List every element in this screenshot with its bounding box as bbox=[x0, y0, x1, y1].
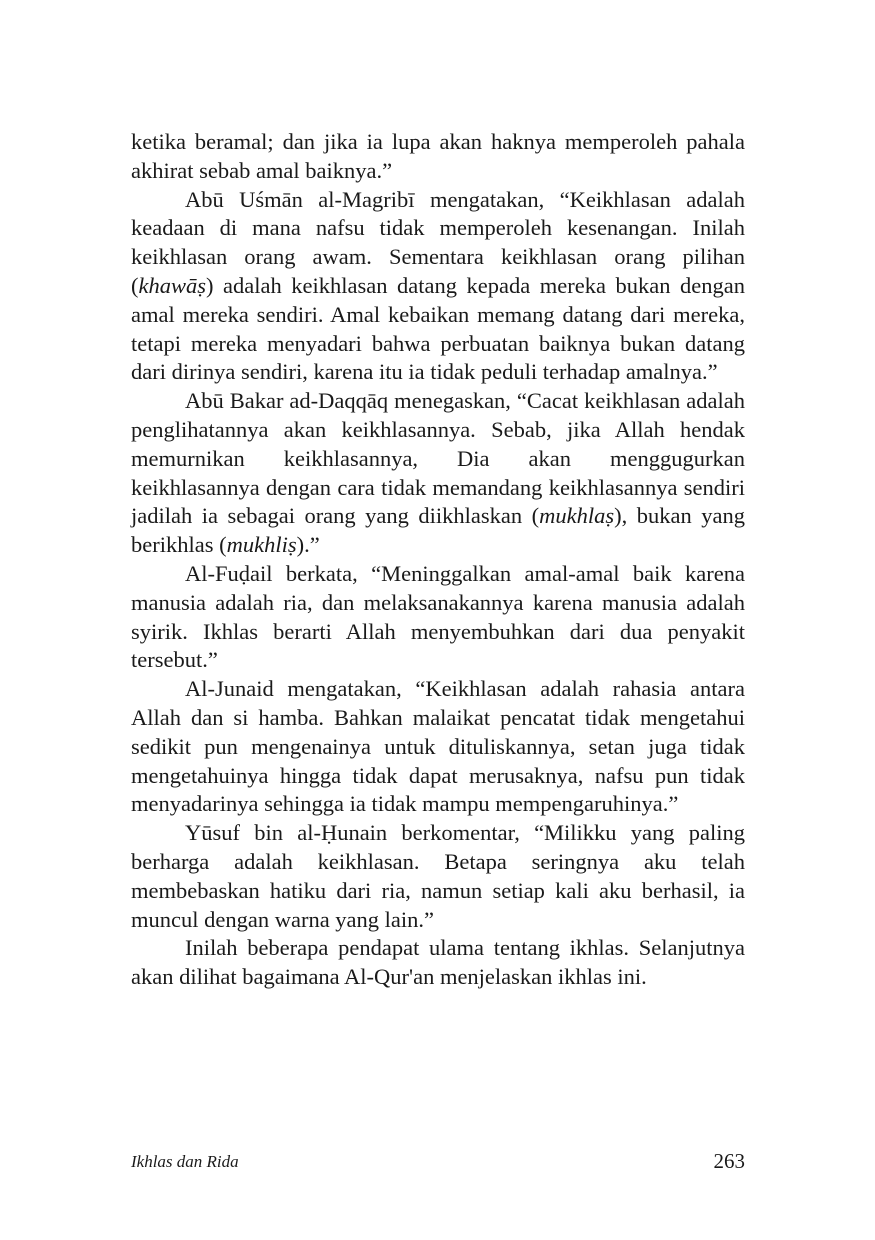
paragraph bbox=[131, 560, 745, 675]
paragraph bbox=[131, 675, 745, 819]
paragraph bbox=[131, 819, 745, 934]
italic-term: mukhliṣ bbox=[226, 532, 297, 558]
text-run: ketika beramal; dan jika ia lupa akan haknya memperoleh pahala akhirat sebab amal baiknya.” bbox=[131, 129, 745, 183]
text-run: Abū Bakar ad-Daqqāq menegaskan, “Cacat keikhlasan adalah penglihatannya akan keikhlasannya. Sebab, jika Allah hendak memurnikan keikhlasannya, Dia akan menggugurkan keikhlasannya dengan cara tidak memandang keikhlasannya sendiri jadilah ia sebagai orang yang diikhlaskan ( bbox=[131, 388, 745, 529]
italic-term: mukhlaṣ bbox=[539, 503, 615, 529]
text-run: Yūsuf bin al-Ḥunain berkomentar, “Milikku yang paling berharga adalah keikhlasan. Betapa seringnya aku telah membebaskan hatiku dari ria, namun setiap kali aku berhasil, ia muncul dengan warna yang lain.” bbox=[131, 820, 745, 932]
text-run: Al-Fuḍail berkata, “Meninggalkan amal-amal baik karena manusia adalah ria, dan melaksanakannya karena manusia adalah syirik. Ikhlas berarti Allah menyembuhkan dari dua penyakit tersebut.” bbox=[131, 560, 745, 673]
paragraph bbox=[131, 128, 745, 186]
text-run: Abū Uśmān al-Magribī mengatakan, “Keikhlasan adalah keadaan di mana nafsu tidak memperoleh kesenangan. Inilah keikhlasan orang awam. Sementara keikhlasan orang pilihan ( bbox=[131, 186, 745, 298]
italic-term: khawāṣ bbox=[138, 272, 206, 298]
text-run: Al-Junaid mengatakan, “Keikhlasan adalah rahasia antara Allah dan si hamba. Bahkan malaikat pencatat tidak mengetahui sedikit pun mengenainya untuk dituliskannya, setan juga tidak mengetahuinya hingga tidak dapat merusaknya, nafsu pun tidak menyadarinya sehingga ia tidak mampu mempengaruhinya.” bbox=[131, 676, 745, 817]
paragraph bbox=[131, 186, 745, 388]
body-text bbox=[131, 128, 745, 992]
running-footer-title: Ikhlas dan Rida bbox=[131, 1152, 239, 1171]
paragraph bbox=[131, 387, 745, 560]
page-number: 263 bbox=[713, 1149, 745, 1173]
text-run: ).” bbox=[296, 532, 320, 558]
text-run: ), bukan yang berikhlas ( bbox=[131, 503, 746, 558]
text-run: Inilah beberapa pendapat ulama tentang ikhlas. Selanjutnya akan dilihat bagaimana Al-Qur'an menjelaskan ikhlas ini. bbox=[131, 935, 745, 990]
text-run: ) adalah keikhlasan datang kepada mereka bukan dengan amal mereka sendiri. Amal kebaikan memang datang dari mereka, tetapi mereka menyadari bahwa perbuatan baiknya bukan datang dari dirinya sendiri, karena itu ia tidak peduli terhadap amalnya.” bbox=[131, 272, 745, 385]
paragraph bbox=[131, 934, 745, 992]
